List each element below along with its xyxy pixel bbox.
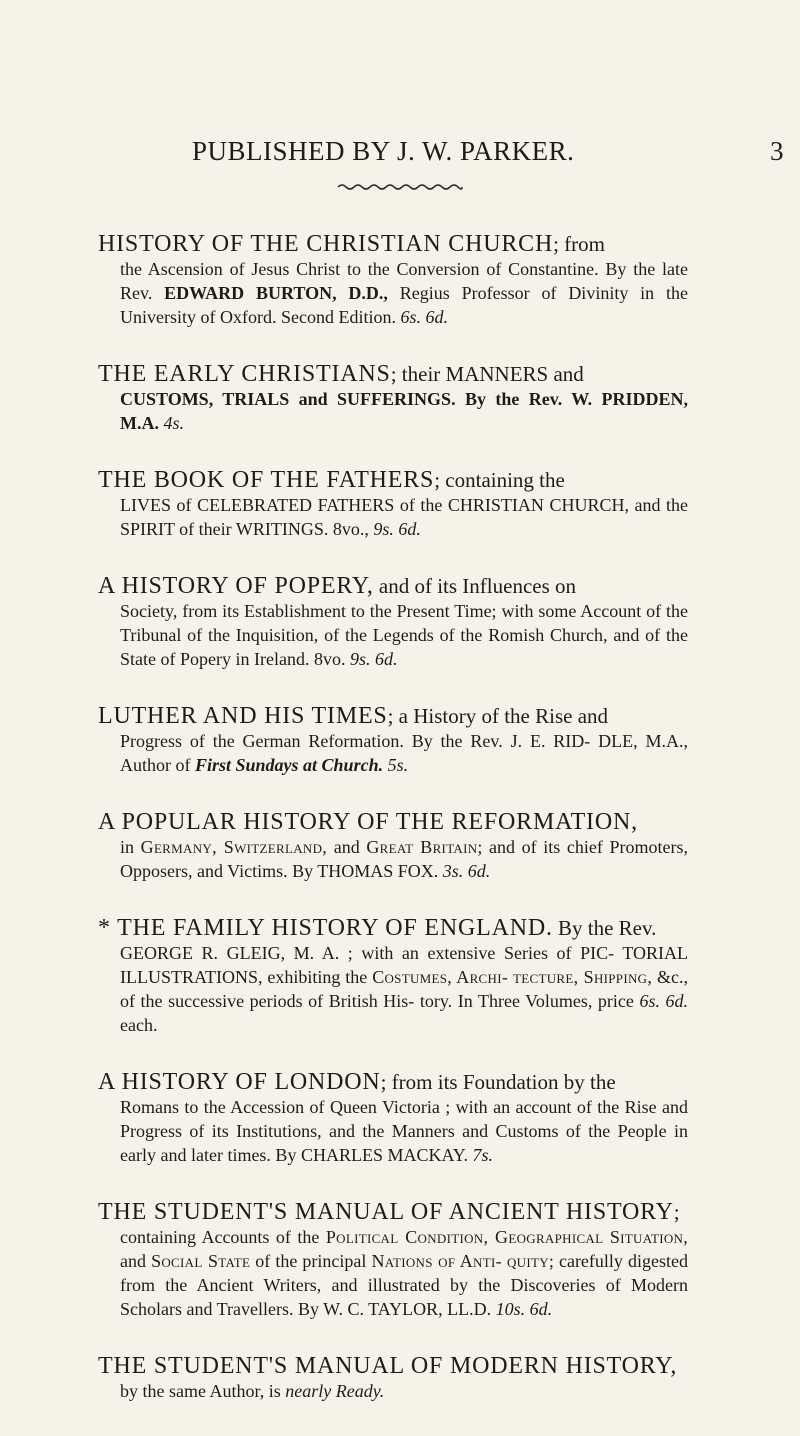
entry-text: TORIAL ILLUSTRATIONS, exhibiting the xyxy=(120,943,688,987)
entry-text: Political Condition, Geographical xyxy=(325,1227,604,1247)
entry-heading-tail: ; from its Foundation by the xyxy=(380,1070,616,1094)
entry-text: of the principal xyxy=(250,1251,372,1271)
entry-text: and xyxy=(327,837,367,857)
entry-text: Romans to the Accession of Queen Victoria ; with an account xyxy=(120,1097,572,1117)
entry-heading-tail: and of its Influences on xyxy=(373,574,577,598)
entry-text: Regius Professor of xyxy=(387,283,557,303)
price: 3s. 6d. xyxy=(442,861,491,881)
price: 5s. xyxy=(387,755,409,775)
entry-text: Customs of the People in early and later times. By CHARLES xyxy=(120,1121,689,1165)
entry-text: CHURCH, and the SPIRIT of their WRITINGS. 8vo., xyxy=(120,495,689,539)
entry-text: containing Accounts of the xyxy=(120,1227,326,1247)
entry-text: Situation, xyxy=(609,1227,689,1247)
entry-history-christian-church xyxy=(98,232,688,329)
entry-heading: THE EARLY CHRISTIANS xyxy=(98,361,391,387)
wavy-rule-ornament xyxy=(336,182,464,192)
entry-text: Romish Church, and of the State of Popery in Ireland. 8vo. xyxy=(120,625,688,669)
entry-students-manual-modern-history xyxy=(98,1354,688,1403)
availability-note: nearly Ready. xyxy=(285,1381,385,1401)
entry-heading: THE STUDENT'S MANUAL OF ANCIENT HISTORY xyxy=(98,1199,674,1225)
entry-text: the late Rev. xyxy=(120,259,689,303)
entry-text: quity xyxy=(506,1251,549,1271)
entry-heading-tail: By the Rev. xyxy=(552,916,657,940)
entry-heading-tail: ; their MANNERS and xyxy=(390,362,584,386)
entry-text: Nations of Anti- xyxy=(371,1251,502,1271)
entry-text: and xyxy=(120,1251,152,1271)
entry-text: Divinity in the University of Oxford. Second Edition. xyxy=(120,283,688,327)
entry-text: by the same Author, is xyxy=(120,1381,286,1401)
entry-early-christians xyxy=(98,362,688,435)
entry-heading: HISTORY OF THE CHRISTIAN CHURCH xyxy=(98,231,554,257)
entry-text: GEORGE R. GLEIG, M. A. ; with an extensive Series of PIC- xyxy=(120,943,615,963)
price: 7s. xyxy=(472,1145,494,1165)
entry-students-manual-ancient-history xyxy=(98,1200,688,1321)
entry-text: Progress of the German Reformation. By the Rev. J. E. RID- xyxy=(120,731,591,751)
entry-text: the Ascension of Jesus Christ to the Conversion of Constantine. By xyxy=(120,259,627,279)
entry-text: tecture, Shipping, xyxy=(513,967,653,987)
entry-text: Costumes, Archi- xyxy=(372,967,509,987)
entry-heading: A HISTORY OF POPERY, xyxy=(98,573,374,599)
entry-heading-tail: ; from xyxy=(553,232,605,256)
entry-text: each. xyxy=(120,1015,158,1035)
entry-text: &c., of the successive periods of British His- xyxy=(120,967,689,1011)
entry-heading: A HISTORY OF LONDON xyxy=(98,1069,381,1095)
entry-heading-tail: ; a History of the Rise and xyxy=(387,704,609,728)
entry-text: by the Discoveries of Modern Scholars and Travellers. By W. xyxy=(120,1275,688,1319)
entry-text: Germany, Switzerland, xyxy=(140,837,328,857)
entry-text: in xyxy=(120,837,141,857)
entry-text: Promoters, Opposers, and Victims. By THOMAS FOX. xyxy=(120,837,688,881)
entry-text: ; and of its chief xyxy=(477,837,603,857)
entry-text: Great Britain xyxy=(366,837,478,857)
author-name: PRIDDEN, M.A. xyxy=(120,389,689,433)
price: 9s. 6d. xyxy=(349,649,398,669)
entry-heading: A POPULAR HISTORY OF THE REFORMATION, xyxy=(98,809,638,835)
book-title: First Sundays at Church. xyxy=(195,755,384,775)
entry-text: Social State xyxy=(151,1251,251,1271)
entry-popular-history-reformation xyxy=(98,810,688,883)
author-name: EDWARD BURTON, D.D., xyxy=(164,283,388,303)
entry-heading: LUTHER AND HIS TIMES xyxy=(98,703,388,729)
entry-text: CUSTOMS, TRIALS and SUFFERINGS. By the Rev. W. xyxy=(120,389,593,409)
entry-heading: THE STUDENT'S MANUAL OF MODERN HISTORY, xyxy=(98,1353,678,1379)
entry-text: MACKAY. xyxy=(387,1145,473,1165)
entry-text: Society, from its Establishment to the Present Time; with some xyxy=(120,601,577,621)
price: 4s. xyxy=(163,413,185,433)
entry-heading: THE BOOK OF THE FATHERS xyxy=(98,467,435,493)
entry-luther-and-his-times xyxy=(98,704,688,777)
entry-history-of-london xyxy=(98,1070,688,1167)
entry-heading-tail: ; containing the xyxy=(434,468,565,492)
running-head-title: PUBLISHED BY J. W. PARKER. xyxy=(192,136,575,166)
entries-list xyxy=(98,232,688,1436)
entry-book-of-the-fathers xyxy=(98,468,688,541)
entry-text: Account of the Tribunal of the Inquisition, of the Legends of the xyxy=(120,601,688,645)
entry-text: DLE, M.A., Author of xyxy=(120,731,689,775)
entry-family-history-england xyxy=(98,916,688,1037)
entry-text: ; carefully digested from the Ancient Writers, and illustrated xyxy=(120,1251,688,1295)
entry-heading-tail: ; xyxy=(673,1200,680,1224)
entry-text: tory. In Three Volumes, price xyxy=(419,991,640,1011)
price: 10s. 6d. xyxy=(495,1299,553,1319)
entry-text: of the Rise and Progress of its Institutions, and the Manners and xyxy=(120,1097,689,1141)
entry-text: LIVES of CELEBRATED FATHERS of the CHRISTIAN xyxy=(120,495,544,515)
price: 9s. 6d. xyxy=(373,519,421,539)
entry-history-of-popery xyxy=(98,574,688,671)
entry-text: C. TAYLOR, LL.D. xyxy=(347,1299,496,1319)
page-number: 3 xyxy=(770,136,784,166)
entry-heading: * THE FAMILY HISTORY OF ENGLAND. xyxy=(98,915,553,941)
price: 6s. 6d. xyxy=(639,991,688,1011)
price: 6s. 6d. xyxy=(400,307,448,327)
